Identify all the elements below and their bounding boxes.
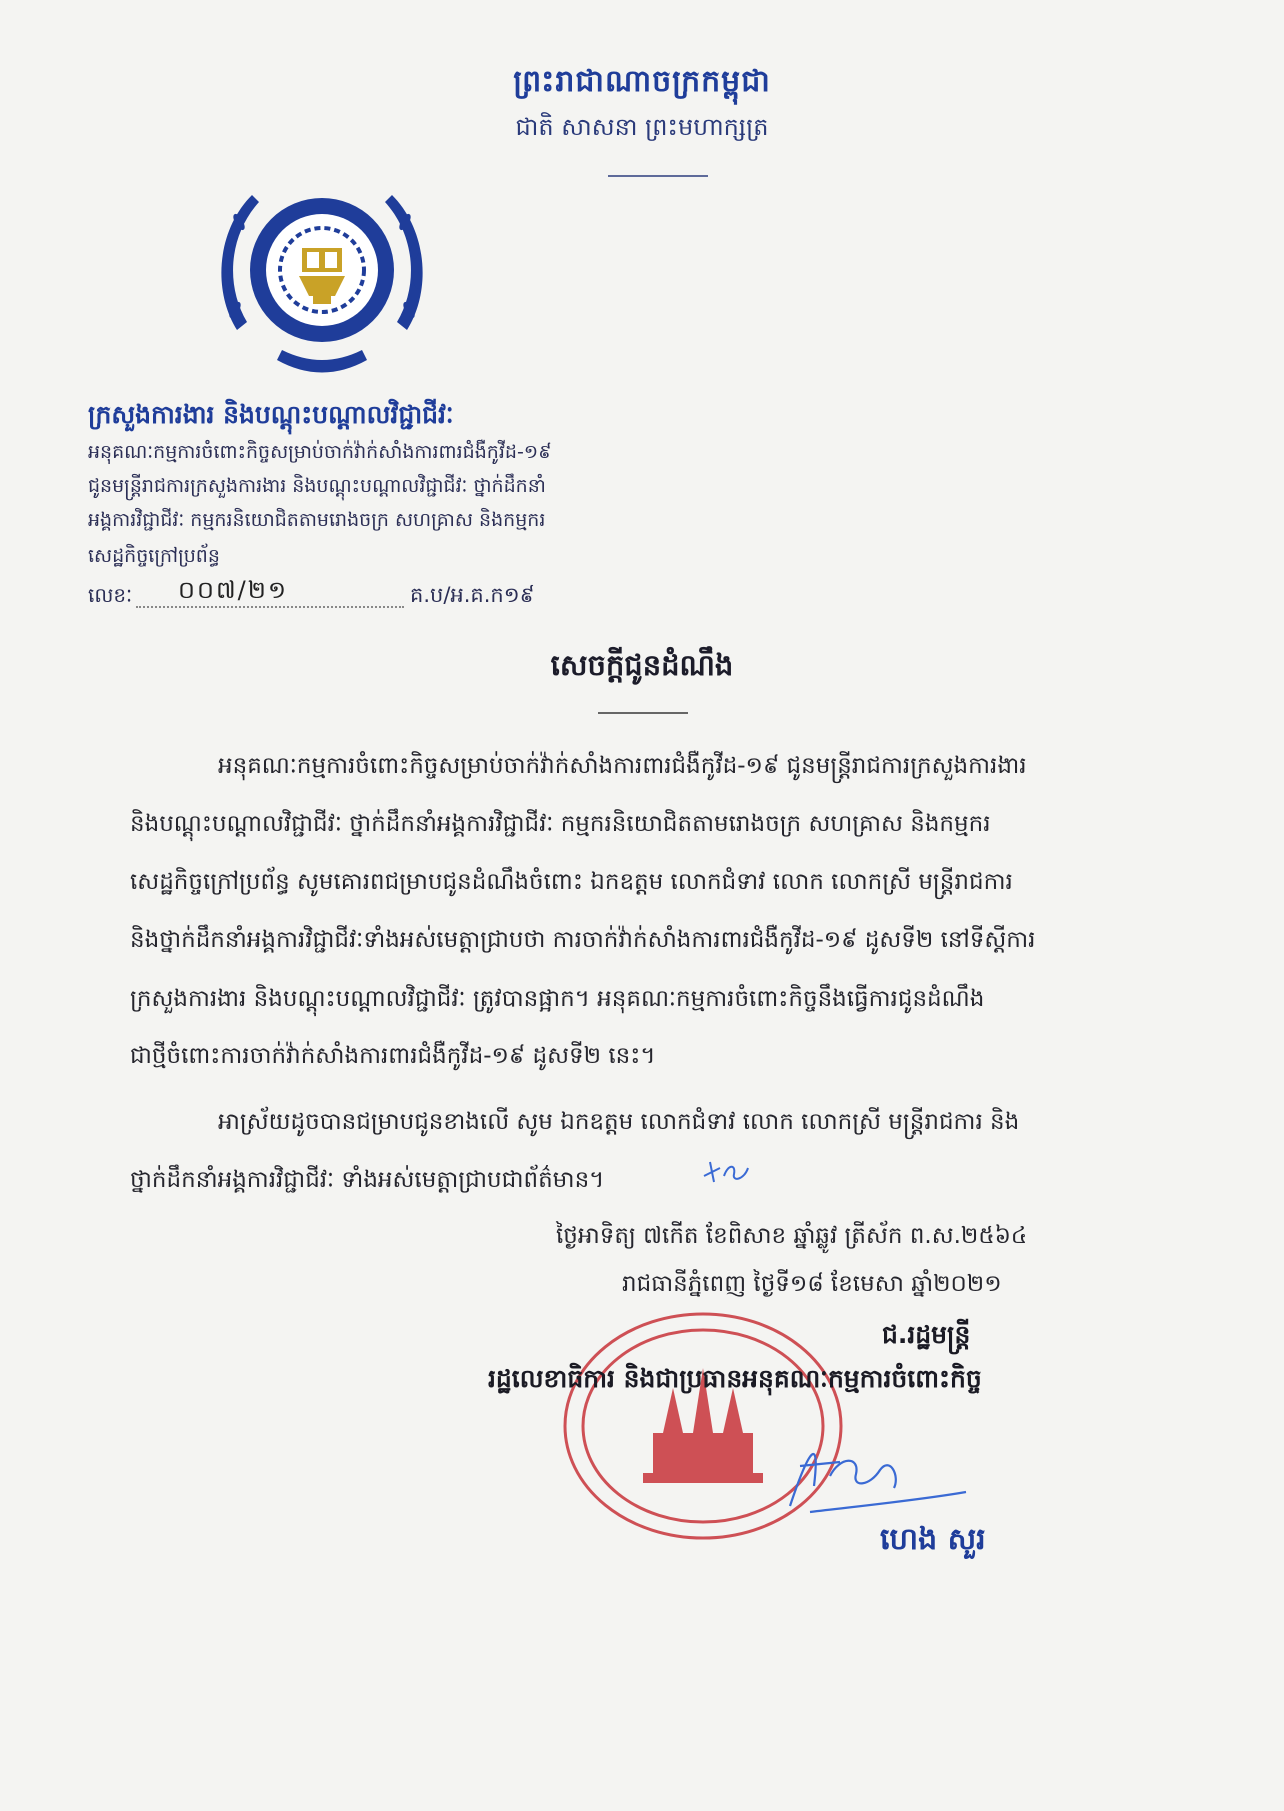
- reference-label: លេខៈ: [88, 583, 133, 607]
- place-and-date: រាជធានីភ្នំពេញ ថ្ងៃទី១៨ ខែមេសា ឆ្នាំ២០២១: [622, 1271, 1002, 1297]
- notice-title: សេចក្តីជូនដំណឹង: [550, 648, 734, 682]
- paragraph-line: អនុគណៈកម្មការចំពោះកិច្ចសម្រាប់ចាក់វ៉ាក់សាំងការពារជំងឺកូវីដ-១៩ ជូនមន្ត្រីរាជការក្រសួងការងារ: [218, 753, 1027, 779]
- reference-dotted-line: [136, 606, 404, 608]
- header-divider: [608, 175, 708, 177]
- paragraph-line: ថ្នាក់ដឹកនាំអង្គការវិជ្ជាជីវៈ ទាំងអស់មេត្តាជ្រាបជាព័ត៌មាន។: [130, 1167, 605, 1193]
- kingdom-title: ព្រះរាជាណាចក្រកម្ពុជា: [513, 64, 771, 99]
- paragraph-line: និងថ្នាក់ដឹកនាំអង្គការវិជ្ជាជីវៈទាំងអស់មេត្តាជ្រាបថា ការចាក់វ៉ាក់សាំងការពារជំងឺកូវីដ-១៩ ដូសទី២ នៅទីស្តីការ: [130, 927, 1036, 953]
- committee-line: សេដ្ឋកិច្ចក្រៅប្រព័ន្ធ: [88, 545, 220, 567]
- signatory-position: រដ្ឋលេខាធិការ និងជាប្រធានអនុគណៈកម្មការចំពោះកិច្ច: [488, 1364, 982, 1393]
- signatory-name: ហេង សួរ: [880, 1522, 986, 1557]
- paragraph-line: សេដ្ឋកិច្ចក្រៅប្រព័ន្ធ សូមគោរពជម្រាបជូនដំណឹងចំពោះ ឯកឧត្តម លោកជំទាវ លោក លោកស្រី មន្ត្រីរាជការ: [130, 869, 1013, 895]
- reference-suffix: គ.ប/អ.គ.ក១៩: [410, 583, 535, 607]
- kingdom-motto: ជាតិ សាសនា ព្រះមហាក្សត្រ: [515, 113, 769, 141]
- ministry-name: ក្រសួងការងារ និងបណ្តុះបណ្តាលវិជ្ជាជីវៈ: [88, 400, 454, 429]
- paragraph-line: និងបណ្តុះបណ្តាលវិជ្ជាជីវៈ ថ្នាក់ដឹកនាំអង្គការវិជ្ជាជីវៈ កម្មករនិយោជិតតាមរោងចក្រ សហគ្រាស និងកម្មករ: [130, 811, 991, 837]
- paragraph-line: អាស្រ័យដូចបានជម្រាបជូនខាងលើ សូម ឯកឧត្តម លោកជំទាវ លោក លោកស្រី មន្ត្រីរាជការ និង: [218, 1109, 1020, 1135]
- reference-number: ០០៧/២១: [178, 576, 289, 604]
- committee-line: អង្គការវិជ្ជាជីវៈ កម្មករនិយោជិតតាមរោងចក្រ សហគ្រាស និងកម្មករ: [88, 509, 546, 531]
- paragraph-line: ជាថ្មីចំពោះការចាក់វ៉ាក់សាំងការពារជំងឺកូវីដ-១៩ ដូសទី២ នេះ។: [130, 1043, 656, 1069]
- handwritten-signature-icon: [770, 1426, 970, 1526]
- signatory-prefix: ជ.រដ្ឋមន្ត្រី: [882, 1320, 971, 1349]
- title-divider: [598, 712, 688, 714]
- paragraph-line: ក្រសួងការងារ និងបណ្តុះបណ្តាលវិជ្ជាជីវៈ ត្រូវបានផ្អាក។ អនុគណៈកម្មការចំពោះកិច្ចនឹងធ្វើការជូនដំណឹង: [130, 986, 985, 1012]
- lunar-date: ថ្ងៃអាទិត្យ ៧កើត ខែពិសាខ ឆ្នាំឆ្លូវ ត្រីស័ក ព.ស.២៥៦៤: [556, 1223, 1028, 1249]
- committee-line: អនុគណៈកម្មការចំពោះកិច្ចសម្រាប់ចាក់វ៉ាក់សាំងការពារជំងឺកូវីដ-១៩: [88, 441, 552, 463]
- handwritten-initials-icon: [700, 1156, 756, 1188]
- committee-line: ជូនមន្ត្រីរាជការក្រសួងការងារ និងបណ្តុះបណ្តាលវិជ្ជាជីវៈ ថ្នាក់ដឹកនាំ: [88, 475, 546, 497]
- ministry-emblem-icon: [207, 160, 437, 390]
